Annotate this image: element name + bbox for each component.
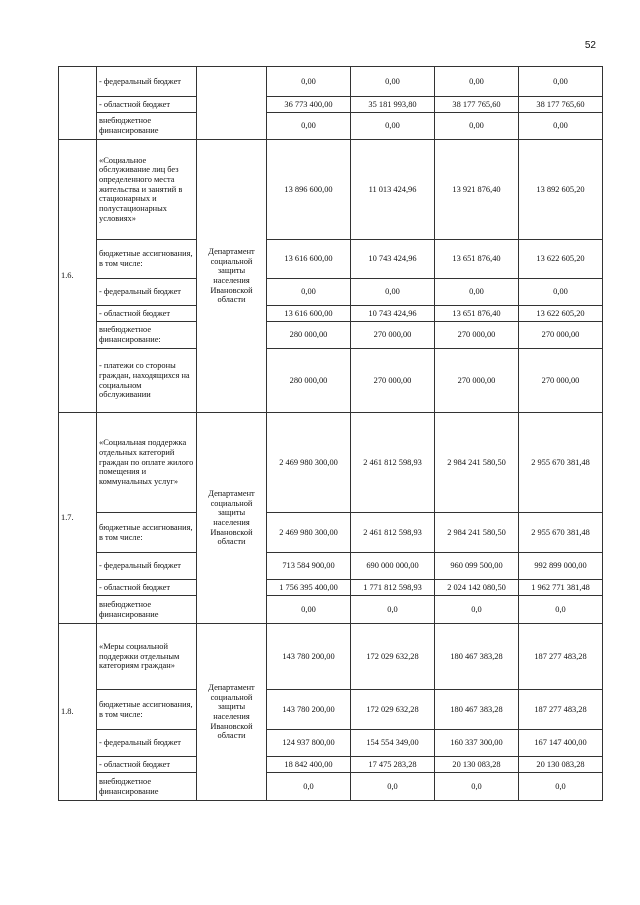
value-cell: 0,00: [267, 67, 351, 97]
row-name: - платежи со стороны граждан, находящихся на социальном обслуживании: [97, 349, 197, 413]
table-row: [59, 67, 603, 97]
value-cell: 160 337 300,00: [435, 730, 519, 757]
value-cell: 38 177 765,60: [435, 97, 519, 113]
row-name: внебюджетное финансирование: [97, 596, 197, 624]
table-row: [59, 773, 603, 801]
table-row: [59, 279, 603, 306]
value-cell: 35 181 993,80: [351, 97, 435, 113]
value-cell: 2 955 670 381,48: [519, 513, 603, 553]
value-cell: 13 622 605,20: [519, 240, 603, 279]
item-code: 1.6.: [59, 140, 97, 413]
value-cell: 280 000,00: [267, 322, 351, 349]
value-cell: 0,00: [435, 113, 519, 140]
row-name: внебюджетное финансирование:: [97, 322, 197, 349]
value-cell: 17 475 283,28: [351, 757, 435, 773]
value-cell: 180 467 383,28: [435, 690, 519, 730]
value-cell: 38 177 765,60: [519, 97, 603, 113]
value-cell: 2 984 241 580,50: [435, 513, 519, 553]
value-cell: 0,0: [519, 596, 603, 624]
value-cell: 187 277 483,28: [519, 690, 603, 730]
table-row: [59, 624, 603, 690]
value-cell: 13 921 876,40: [435, 140, 519, 240]
row-name: внебюджетное финансирование: [97, 773, 197, 801]
value-cell: 143 780 200,00: [267, 690, 351, 730]
value-cell: 13 651 876,40: [435, 240, 519, 279]
table-row: [59, 580, 603, 596]
value-cell: 13 651 876,40: [435, 306, 519, 322]
executor: Департамент социальной защиты населения Ивановской области: [197, 140, 267, 413]
value-cell: 13 896 600,00: [267, 140, 351, 240]
row-name: бюджетные ассигнования, в том числе:: [97, 240, 197, 279]
item-code: 1.8.: [59, 624, 97, 801]
executor: Департамент социальной защиты населения Ивановской области: [197, 624, 267, 801]
value-cell: 154 554 349,00: [351, 730, 435, 757]
table-row: [59, 730, 603, 757]
page-number: 52: [584, 40, 596, 51]
row-name: «Меры социальной поддержки отдельным категориям граждан»: [97, 624, 197, 690]
value-cell: 270 000,00: [351, 322, 435, 349]
value-cell: 270 000,00: [435, 322, 519, 349]
value-cell: 0,00: [519, 113, 603, 140]
table-row: [59, 596, 603, 624]
budget-table: [58, 66, 603, 801]
row-name: - областной бюджет: [97, 580, 197, 596]
value-cell: 992 899 000,00: [519, 553, 603, 580]
table-row: [59, 413, 603, 513]
table-row: [59, 553, 603, 580]
value-cell: 167 147 400,00: [519, 730, 603, 757]
value-cell: 270 000,00: [351, 349, 435, 413]
row-name: - федеральный бюджет: [97, 67, 197, 97]
row-name: «Социальное обслуживание лиц без определенного места жительства и занятий в стационарных и полустационарных условиях»: [97, 140, 197, 240]
executor-cell: [197, 67, 267, 140]
value-cell: 2 984 241 580,50: [435, 413, 519, 513]
value-cell: 0,00: [435, 67, 519, 97]
value-cell: 2 461 812 598,93: [351, 413, 435, 513]
value-cell: 0,00: [351, 279, 435, 306]
item-code: 1.7.: [59, 413, 97, 624]
row-name: бюджетные ассигнования, в том числе:: [97, 513, 197, 553]
value-cell: 1 962 771 381,48: [519, 580, 603, 596]
value-cell: 0,00: [519, 67, 603, 97]
value-cell: 13 892 605,20: [519, 140, 603, 240]
row-name: - федеральный бюджет: [97, 279, 197, 306]
table-row: [59, 240, 603, 279]
value-cell: 36 773 400,00: [267, 97, 351, 113]
row-name: - федеральный бюджет: [97, 730, 197, 757]
row-name: внебюджетное финансирование: [97, 113, 197, 140]
table-row: [59, 97, 603, 113]
value-cell: 13 616 600,00: [267, 240, 351, 279]
table-row: [59, 322, 603, 349]
table-row: [59, 113, 603, 140]
row-name: бюджетные ассигнования, в том числе:: [97, 690, 197, 730]
value-cell: 143 780 200,00: [267, 624, 351, 690]
value-cell: 2 461 812 598,93: [351, 513, 435, 553]
value-cell: 0,0: [519, 773, 603, 801]
value-cell: 0,0: [267, 773, 351, 801]
value-cell: 0,00: [351, 113, 435, 140]
value-cell: 270 000,00: [519, 322, 603, 349]
value-cell: 0,0: [435, 596, 519, 624]
row-name: - областной бюджет: [97, 306, 197, 322]
value-cell: 270 000,00: [435, 349, 519, 413]
value-cell: 0,00: [267, 113, 351, 140]
value-cell: 280 000,00: [267, 349, 351, 413]
value-cell: 187 277 483,28: [519, 624, 603, 690]
value-cell: 20 130 083,28: [435, 757, 519, 773]
value-cell: 172 029 632,28: [351, 690, 435, 730]
table-row: [59, 140, 603, 240]
value-cell: 0,00: [267, 596, 351, 624]
value-cell: 13 622 605,20: [519, 306, 603, 322]
value-cell: 13 616 600,00: [267, 306, 351, 322]
value-cell: 0,00: [435, 279, 519, 306]
value-cell: 172 029 632,28: [351, 624, 435, 690]
table-row: [59, 757, 603, 773]
row-name: - областной бюджет: [97, 757, 197, 773]
value-cell: 20 130 083,28: [519, 757, 603, 773]
table-row: [59, 349, 603, 413]
value-cell: 713 584 900,00: [267, 553, 351, 580]
value-cell: 124 937 800,00: [267, 730, 351, 757]
value-cell: 960 099 500,00: [435, 553, 519, 580]
value-cell: 0,0: [435, 773, 519, 801]
item-code-cell: [59, 67, 97, 140]
value-cell: 2 469 980 300,00: [267, 413, 351, 513]
table-row: [59, 513, 603, 553]
value-cell: 0,00: [267, 279, 351, 306]
value-cell: 2 955 670 381,48: [519, 413, 603, 513]
row-name: - федеральный бюджет: [97, 553, 197, 580]
value-cell: 18 842 400,00: [267, 757, 351, 773]
value-cell: 0,00: [519, 279, 603, 306]
executor: Департамент социальной защиты населения Ивановской области: [197, 413, 267, 624]
row-name: - областной бюджет: [97, 97, 197, 113]
value-cell: 0,00: [351, 67, 435, 97]
row-name: «Социальная поддержка отдельных категорий граждан по оплате жилого помещения и коммунальных услуг»: [97, 413, 197, 513]
value-cell: 2 469 980 300,00: [267, 513, 351, 553]
value-cell: 180 467 383,28: [435, 624, 519, 690]
value-cell: 10 743 424,96: [351, 240, 435, 279]
value-cell: 690 000 000,00: [351, 553, 435, 580]
value-cell: 270 000,00: [519, 349, 603, 413]
value-cell: 0,0: [351, 596, 435, 624]
table-row: [59, 306, 603, 322]
value-cell: 0,0: [351, 773, 435, 801]
value-cell: 2 024 142 080,50: [435, 580, 519, 596]
value-cell: 11 013 424,96: [351, 140, 435, 240]
value-cell: 1 771 812 598,93: [351, 580, 435, 596]
value-cell: 1 756 395 400,00: [267, 580, 351, 596]
value-cell: 10 743 424,96: [351, 306, 435, 322]
table-row: [59, 690, 603, 730]
